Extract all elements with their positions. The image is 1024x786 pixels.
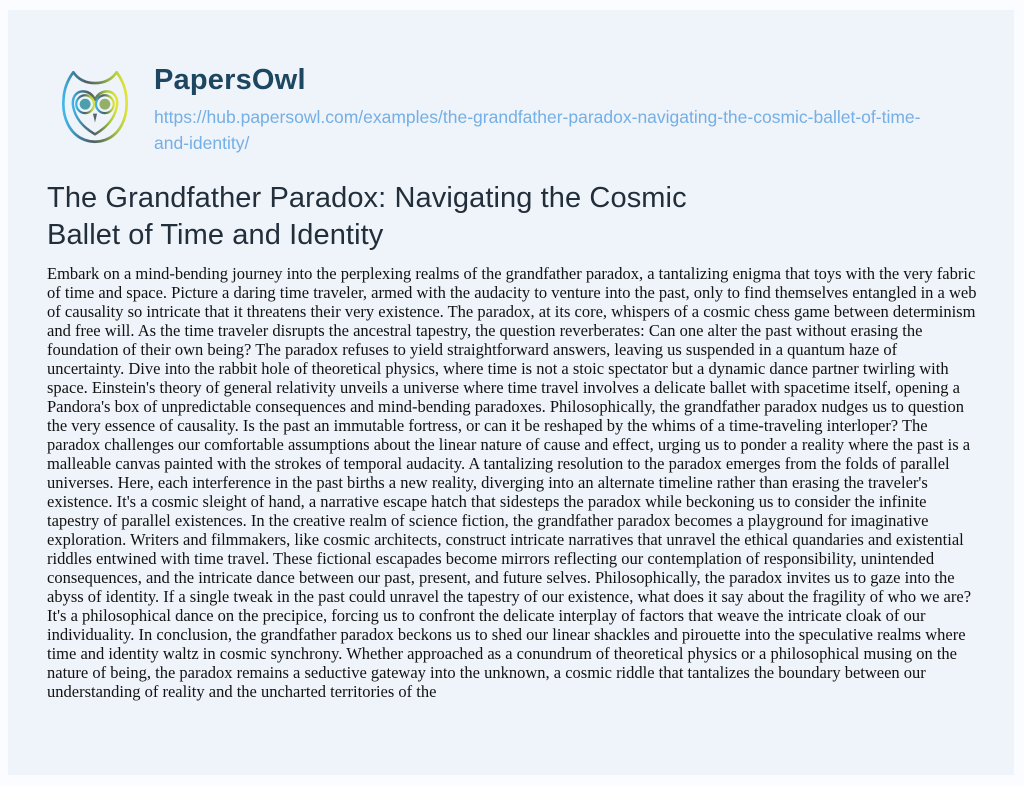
source-url-link[interactable]: https://hub.papersowl.com/examples/the-grandfather-paradox-navigating-the-cosmic-ballet-of-time-and-identity/: [154, 107, 921, 153]
site-header: [8, 10, 1014, 156]
header-text-block: [154, 60, 949, 156]
content-panel: [8, 10, 1014, 775]
essay-body-text: Embark on a mind-bending journey into the perplexing realms of the grandfather paradox, a tantalizing enigma that toys with the very fabric of time and space. Picture a daring time traveler, armed with the audacity to venture into the past, only to find themselves entangled in a web of causality so intricate that it threatens their very existence. The paradox, at its core, whispers of a cosmic chess game between determinism and free will. As the time traveler disrupts the ancestral tapestry, the question reverberates: Can one alter the past without erasing the foundation of their own being? The paradox refuses to yield straightforward answers, leaving us suspended in a quantum haze of uncertainty. Dive into the rabbit hole of theoretical physics, where time is not a stoic spectator but a dynamic dance partner twirling with space. Einstein's theory of general relativity unveils a universe where time travel involves a delicate ballet with spacetime itself, opening a Pandora's box of unpredictable consequences and mind-bending paradoxes. Philosophically, the grandfather paradox nudges us to question the very essence of causality. Is the past an immutable fortress, or can it be reshaped by the whims of a time-traveling interloper? The paradox challenges our comfortable assumptions about the linear nature of cause and effect, urging us to ponder a reality where the past is a malleable canvas painted with the strokes of temporal audacity. A tantalizing resolution to the paradox emerges from the folds of parallel universes. Here, each interference in the past births a new reality, diverging into an alternate timeline rather than erasing the traveler's existence. It's a cosmic sleight of hand, a narrative escape hatch that sidesteps the paradox while beckoning us to consider the infinite tapestry of parallel existences. In the creative realm of science fiction, the grandfather paradox becomes a playground for imaginative exploration. Writers and filmmakers, like cosmic architects, construct intricate narratives that unravel the ethical quandaries and existential riddles entwined with time travel. These fictional escapades become mirrors reflecting our contemplation of responsibility, unintended consequences, and the intricate dance between our past, present, and future selves. Philosophically, the paradox invites us to gaze into the abyss of identity. If a single tweak in the past could unravel the tapestry of our existence, what does it say about the fragility of who we are? It's a philosophical dance on the precipice, forcing us to confront the delicate interplay of factors that weave the intricate cloak of our individuality. In conclusion, the grandfather paradox beckons us to shed our linear shackles and pirouette into the speculative realms where time and identity waltz in cosmic synchrony. Whether approached as a conundrum of theoretical physics or a philosophical musing on the nature of being, the paradox remains a seductive gateway into the unknown, a cosmic riddle that tantalizes the boundary between our understanding of reality and the uncharted territories of the: [47, 264, 977, 701]
brand-name: PapersOwl: [154, 64, 306, 96]
papersowl-owl-logo-icon: [48, 60, 142, 154]
essay-title: The Grandfather Paradox: Navigating the Cosmic Ballet of Time and Identity: [47, 182, 687, 251]
